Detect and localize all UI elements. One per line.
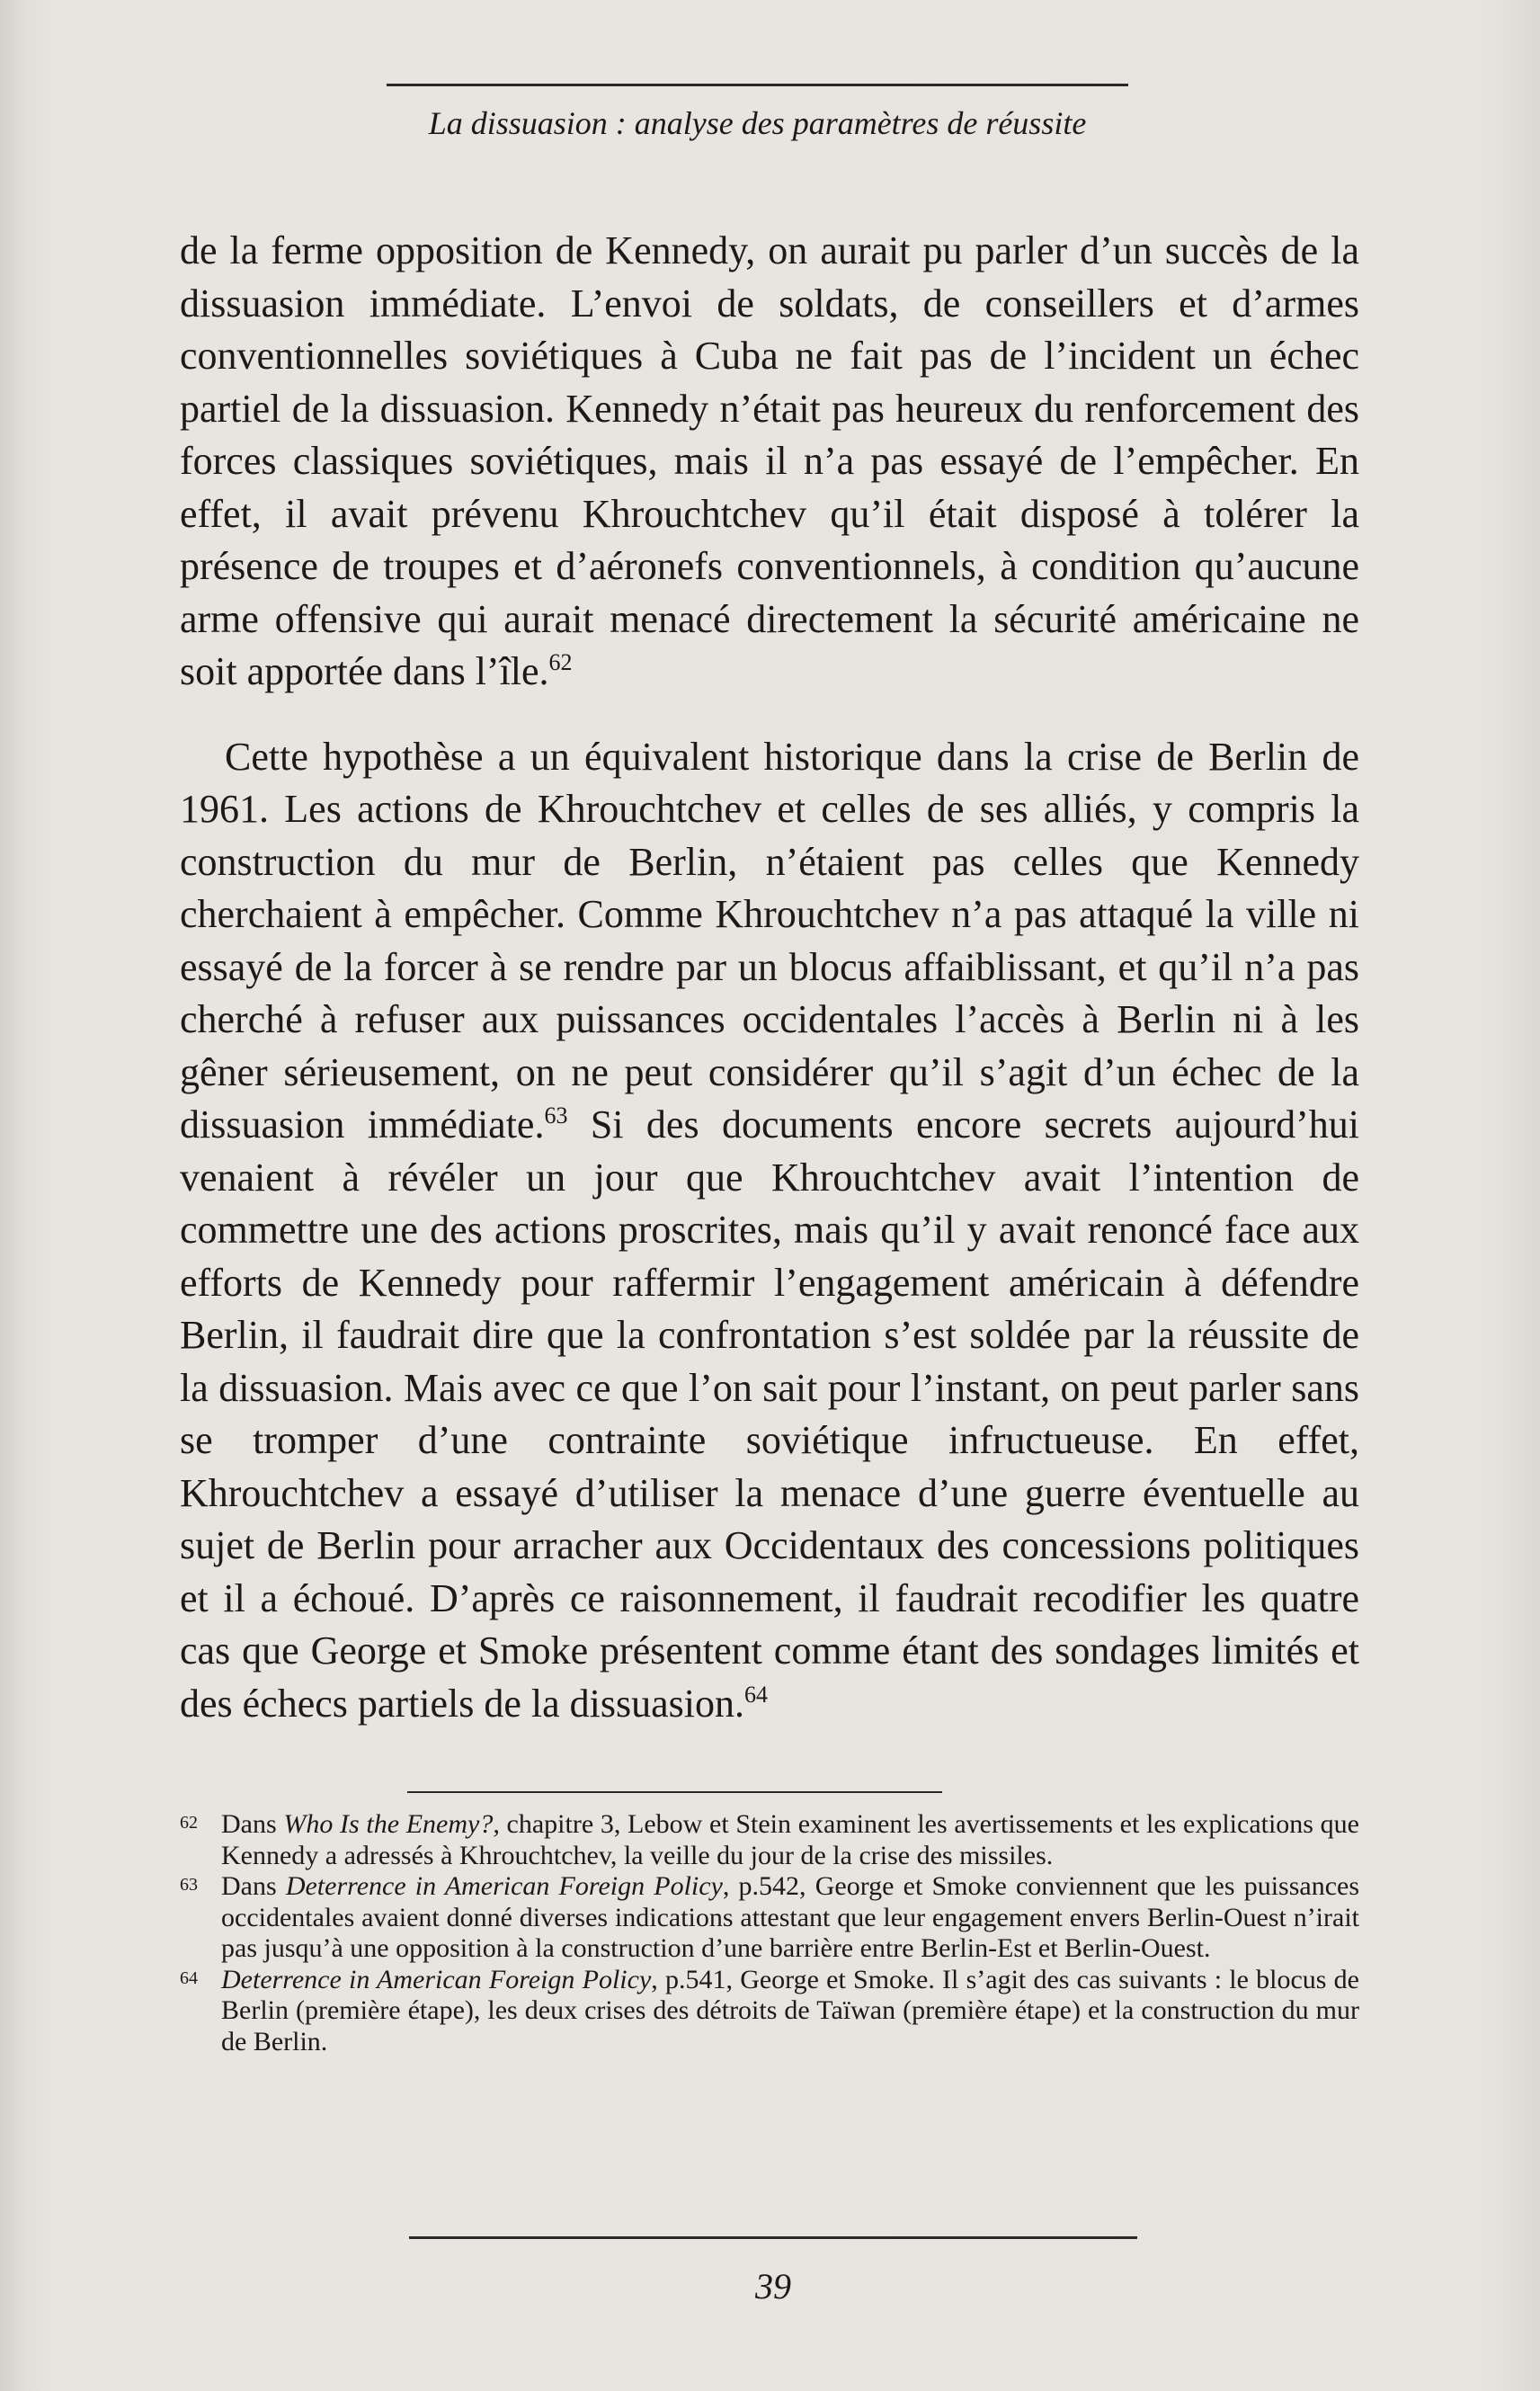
body-text <box>180 225 1359 1730</box>
footnote-64 <box>180 1965 1359 2058</box>
footnote-text <box>221 1809 1359 1871</box>
footnote-book-title: Deterrence in American Foreign Policy <box>285 1871 723 1901</box>
footnote-text-pre: Dans <box>221 1809 284 1839</box>
footnote-text-post: , chapitre 3, Lebow et Stein examinent les avertissements et les explications que Kennedy a adressés à Khrouchtchev, la veille du jour de la crise des missiles. <box>221 1809 1359 1870</box>
note-ref-64: 64 <box>744 1681 769 1708</box>
footnote-63 <box>180 1871 1359 1965</box>
footnote-text <box>221 1965 1359 2058</box>
footnote-rule <box>407 1791 942 1793</box>
footnote-number: 63 <box>180 1875 198 1895</box>
footnotes <box>180 1809 1359 2057</box>
footer-rule <box>409 2236 1137 2239</box>
paragraph-2-text-b: Si des documents encore secrets aujourd’hui venaient à révéler un jour que Khrouchtchev avait l’intention de commettre une des actions proscrites, mais qu’il y avait renoncé face aux efforts de Kennedy pour raffermir l’engagement américain à défendre Berlin, il faudrait dire que la confrontation s’est soldée par la réussite de la dissuasion. Mais avec ce que l’on sait pour l’instant, on peut parler sans se tromper d’une contrainte soviétique infructueuse. En effet, Khrouchtchev a essayé d’utiliser la menace d’une guerre éventuelle au sujet de Berlin pour arracher aux Occidentaux des concessions politiques et il a échoué. D’après ce raisonnement, il faudrait recodifier les quatre cas que George et Smoke présentent comme étant des sondages limités et des échecs partiels de la dissuasion. <box>180 1102 1359 1726</box>
running-head: La dissuasion : analyse des paramètres de réussite <box>428 105 1087 141</box>
footnote-text-post: , p.541, George et Smoke. Il s’agit des cas suivants : le blocus de Berlin (première étape), les deux crises des détroits de Taïwan (première étape) et la construction du mur de Berlin. <box>221 1964 1359 2056</box>
footnote-62 <box>180 1809 1359 1871</box>
page-number: 39 <box>755 2266 791 2306</box>
note-ref-63: 63 <box>544 1102 568 1129</box>
paragraph-1-text: de la ferme opposition de Kennedy, on aurait pu parler d’un succès de la dissuasion immédiate. L’envoi de soldats, de conseillers et d’armes conventionnelles soviétiques à Cuba ne fait pas de l’incident un échec partiel de la dissuasion. Kennedy n’était pas heureux du renforcement des forces classiques soviétiques, mais il n’a pas essayé de l’empêcher. En effet, il avait prévenu Khrouchtchev qu’il était disposé à tolérer la présence de troupes et d’aéronefs conventionnels, à condition qu’aucune arme offensive qui aurait menacé directement la sécurité américaine ne soit apportée dans l’île. <box>180 228 1359 693</box>
footnote-text-pre: Dans <box>221 1871 286 1901</box>
footnote-text-post: , p.542, George et Smoke conviennent que les puissances occidentales avaient donné diverses indications attestant que leur engagement envers Berlin-Ouest n’irait pas jusqu’à une opposition à la construction d’une barrière entre Berlin-Est et Berlin-Ouest. <box>221 1871 1359 1963</box>
paragraph-2-text-a: Cette hypothèse a un équivalent historique dans la crise de Berlin de 1961. Les actions de Khrouchtchev et celles de ses alliés, y compris la construction du mur de Berlin, n’étaient pas celles que Kennedy cherchaient à empêcher. Comme Khrouchtchev n’a pas attaqué la ville ni essayé de la forcer à se rendre par un blocus affaiblissant, et qu’il n’a pas cherché à refuser aux puissances occidentales l’accès à Berlin ni à les gêner sérieusement, on ne peut considérer qu’il s’agit d’un échec de la dissuasion immédiate. <box>180 734 1359 1146</box>
paragraph-2 <box>180 731 1359 1731</box>
footnote-text <box>221 1871 1359 1965</box>
footnote-book-title: Who Is the Enemy? <box>283 1809 494 1839</box>
note-ref-62: 62 <box>548 649 573 675</box>
footnote-book-title: Deterrence in American Foreign Policy <box>221 1964 652 1994</box>
header-rule <box>387 84 1128 86</box>
paragraph-1 <box>180 225 1359 699</box>
footnote-number: 62 <box>180 1813 198 1833</box>
footnote-number: 64 <box>180 1967 198 1988</box>
